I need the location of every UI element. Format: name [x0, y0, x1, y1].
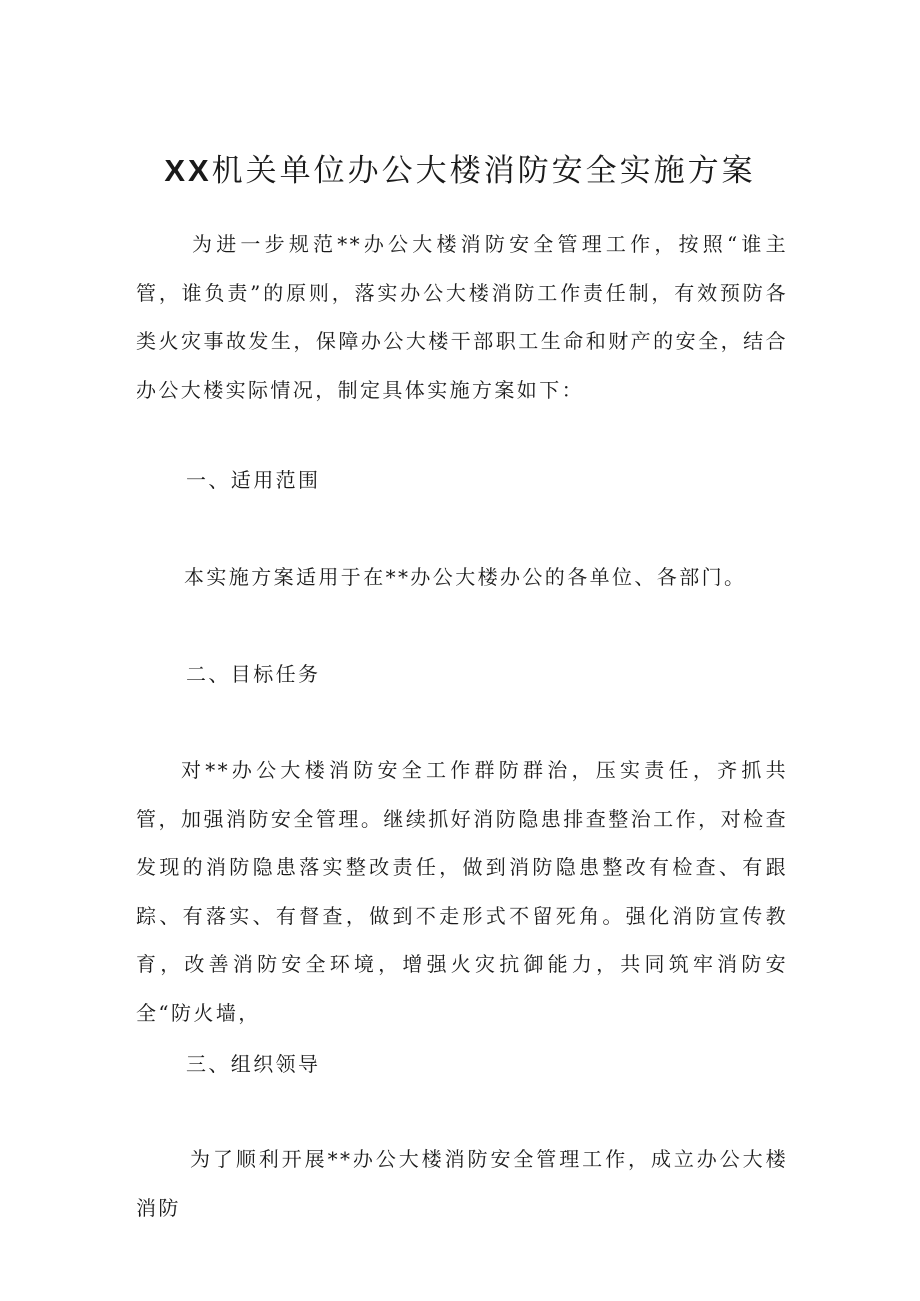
section-heading-organization: 三、组织领导: [186, 1052, 321, 1076]
document-title: [0, 145, 920, 197]
title-prefix: XX: [164, 153, 212, 188]
section-heading-scope: 一、适用范围: [186, 468, 321, 492]
section-heading-goals: 二、目标任务: [186, 662, 321, 686]
title-text: 机关单位办公大楼消防安全实施方案: [211, 153, 756, 189]
section-body-organization: 为了顺利开展**办公大楼消防安全管理工作，成立办公大楼消防: [136, 1147, 788, 1220]
intro-paragraph: 为进一步规范**办公大楼消防安全管理工作，按照“谁主管，谁负责”的原则，落实办公大楼消防工作责任制，有效预防各类火灾事故发生，保障办公大楼干部职工生命和财产的安全，结合办公大楼实际情况，制定具体实施方案如下：: [136, 232, 788, 402]
section-body-scope: 本实施方案适用于在**办公大楼办公的各单位、各部门。: [184, 565, 747, 589]
section-body-goals: 对**办公大楼消防安全工作群防群治，压实责任，齐抓共管，加强消防安全管理。继续抓好消防隐患排查整治工作，对检查发现的消防隐患落实整改责任，做到消防隐患整改有检查、有跟踪、有落实、有督查，做到不走形式不留死角。强化消防宣传教育，改善消防安全环境，增强火灾抗御能力，共同筑牢消防安全“防火墙，: [136, 758, 788, 1025]
